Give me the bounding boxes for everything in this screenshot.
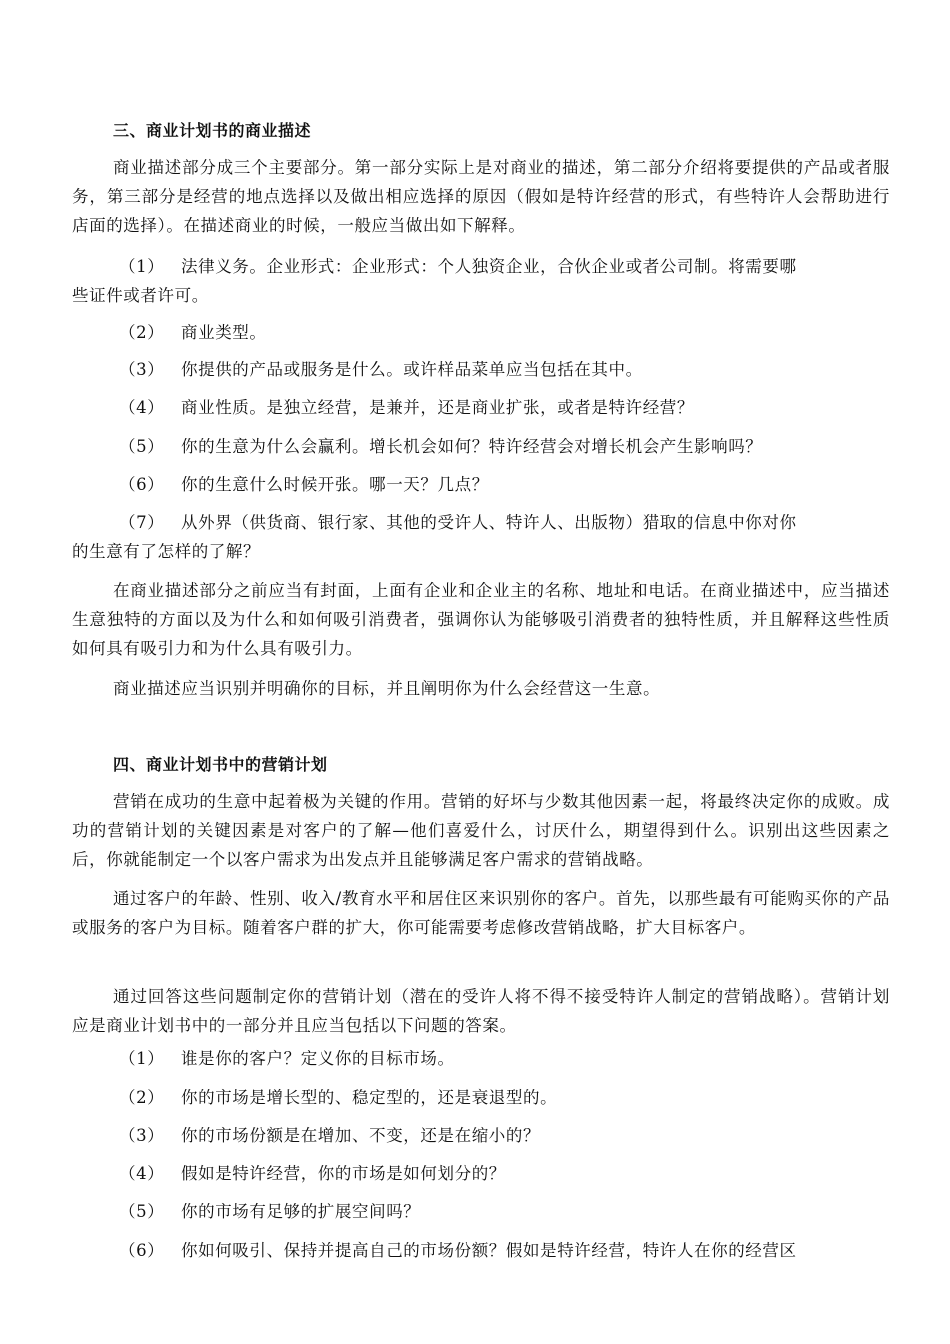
- section-3-heading: 三、商业计划书的商业描述: [113, 121, 312, 140]
- item-text: 从外界（供货商、银行家、其他的受许人、特许人、出版物）猎取的信息中你对你: [181, 513, 797, 532]
- item-text: 你的市场份额是在增加、不变，还是在缩小的？: [181, 1126, 541, 1145]
- section-4-item-4: [72, 1159, 890, 1188]
- item-text: 商业类型。: [181, 323, 267, 342]
- section-3-item-6: [72, 470, 890, 499]
- item-number: （3）: [119, 1126, 165, 1145]
- item-number: （2）: [119, 323, 165, 342]
- section-3-cover-paragraph: 在商业描述部分之前应当有封面，上面有企业和企业主的名称、地址和电话。在商业描述中，应当描述生意独特的方面以及为什么和如何吸引消费者，强调你认为能够吸引消费者的独特性质，并且解释这些性质如何具有吸引力和为什么具有吸引力。: [72, 581, 890, 658]
- section-3-intro-paragraph: 商业描述部分成三个主要部分。第一部分实际上是对商业的描述，第二部分介绍将要提供的产品或者服务，第三部分是经营的地点选择以及做出相应选择的原因（假如是特许经营的形式，有些特许人会帮助进行店面的选择）。在描述商业的时候，一般应当做出如下解释。: [72, 158, 890, 235]
- section-3-item-1: [72, 252, 890, 310]
- item-text: 你的生意什么时候开张。哪一天？几点？: [181, 475, 489, 494]
- item-number: （5）: [119, 437, 165, 456]
- section-4-customer-paragraph: 通过客户的年龄、性别、收入/教育水平和居住区来识别你的客户。首先，以那些最有可能购买你的产品或服务的客户为目标。随着客户群的扩大，你可能需要考虑修改营销战略，扩大目标客户。: [72, 889, 890, 937]
- item-text: 法律义务。企业形式：企业形式：个人独资企业，合伙企业或者公司制。将需要哪: [181, 257, 797, 276]
- item-number: （4）: [119, 398, 165, 417]
- item-number: （7）: [119, 513, 165, 532]
- section-3-item-7: [72, 508, 890, 566]
- section-4-item-1: [72, 1044, 890, 1073]
- section-3-goal-paragraph: 商业描述应当识别并明确你的目标，并且阐明你为什么会经营这一生意。: [113, 679, 661, 698]
- item-text-continued: 些证件或者许可。: [72, 286, 209, 305]
- section-4-heading: 四、商业计划书中的营销计划: [113, 755, 328, 774]
- item-text: 你如何吸引、保持并提高自己的市场份额？假如是特许经营，特许人在你的经营区: [181, 1241, 797, 1260]
- section-4-marketing-paragraph: 营销在成功的生意中起着极为关键的作用。营销的好坏与少数其他因素一起，将最终决定你的成败。成功的营销计划的关键因素是对客户的了解—他们喜爱什么，讨厌什么，期望得到什么。识别出这些因素之后，你就能制定一个以客户需求为出发点并且能够满足客户需求的营销战略。: [72, 792, 890, 869]
- item-text: 假如是特许经营，你的市场是如何划分的？: [181, 1164, 506, 1183]
- item-text: 谁是你的客户？定义你的目标市场。: [181, 1049, 455, 1068]
- section-4-item-5: [72, 1197, 890, 1226]
- item-number: （1）: [119, 1049, 165, 1068]
- item-text: 你的市场有足够的扩展空间吗？: [181, 1202, 421, 1221]
- section-3-item-4: [72, 393, 890, 422]
- item-text: 商业性质。是独立经营，是兼并，还是商业扩张，或者是特许经营？: [181, 398, 694, 417]
- item-text: 你提供的产品或服务是什么。或许样品菜单应当包括在其中。: [181, 360, 643, 379]
- item-text-continued: 的生意有了怎样的了解？: [72, 542, 261, 561]
- section-4-item-2: [72, 1083, 890, 1112]
- item-number: （3）: [119, 360, 165, 379]
- section-4-item-3: [72, 1121, 890, 1150]
- item-number: （6）: [119, 1241, 165, 1260]
- item-number: （4）: [119, 1164, 165, 1183]
- section-3-item-2: [72, 318, 890, 347]
- item-number: （6）: [119, 475, 165, 494]
- section-3-item-5: [72, 432, 890, 461]
- section-4-plan-paragraph: 通过回答这些问题制定你的营销计划（潜在的受许人将不得不接受特许人制定的营销战略）。营销计划应是商业计划书中的一部分并且应当包括以下问题的答案。: [72, 987, 890, 1035]
- item-number: （2）: [119, 1088, 165, 1107]
- item-text: 你的市场是增长型的、稳定型的，还是衰退型的。: [181, 1088, 558, 1107]
- section-4-item-6: [72, 1236, 890, 1265]
- item-number: （1）: [119, 257, 165, 276]
- section-3-item-3: [72, 355, 890, 384]
- item-number: （5）: [119, 1202, 165, 1221]
- item-text: 你的生意为什么会赢利。增长机会如何？特许经营会对增长机会产生影响吗？: [181, 437, 763, 456]
